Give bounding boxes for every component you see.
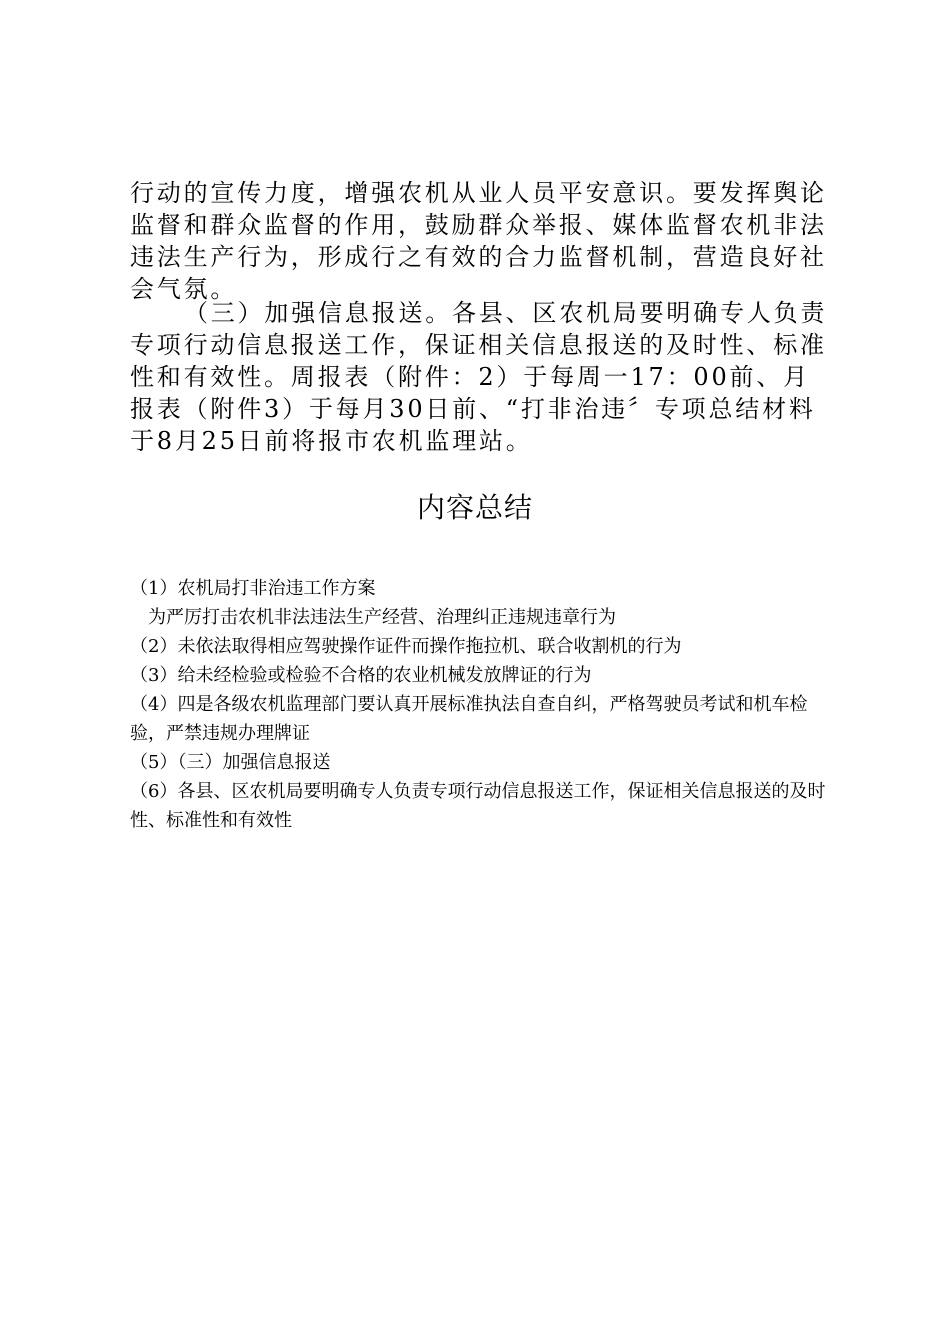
summary-title: 内容总结 xyxy=(416,491,533,524)
summary-list xyxy=(130,574,830,835)
body-paragraph-1: 行动的宣传力度，增强农机从业人员平安意识。要发挥舆论监督和群众监督的作用，鼓励群众举报、媒体监督农机非法违法生产行为，形成行之有效的合力监督机制，营造良好社会气氛。 xyxy=(130,179,827,303)
summary-item-2: （2）未依法取得相应驾驶操作证件而操作拖拉机、联合收割机的行为 xyxy=(130,636,682,657)
summary-item-6: （6）各县、区农机局要明确专人负责专项行动信息报送工作，保证相关信息报送的及时性、标准性和有效性 xyxy=(130,781,826,831)
summary-item-1-detail: 为严厉打击农机非法违法生产经营、治理纠正违规违章行为 xyxy=(148,607,616,628)
summary-item-3: （3）给未经检验或检验不合格的农业机械发放牌证的行为 xyxy=(130,665,592,686)
body-paragraph-2: （三）加强信息报送。各县、区农机局要明确专人负责专项行动信息报送工作，保证相关信息报送的及时性、标准性和有效性。周报表（附件：2）于每周一17：00前、月报表（附件3）于每月30日前、“打非治违〞专项总结材料于8月25日前将报市农机监理站。 xyxy=(130,299,828,455)
summary-item-5: （5）（三）加强信息报送 xyxy=(130,752,331,773)
summary-item-1: （1）农机局打非治违工作方案 xyxy=(130,578,376,599)
summary-item-4: （4）四是各级农机监理部门要认真开展标准执法自查自纠，严格驾驶员考试和机车检验，严禁违规办理牌证 xyxy=(130,694,808,744)
